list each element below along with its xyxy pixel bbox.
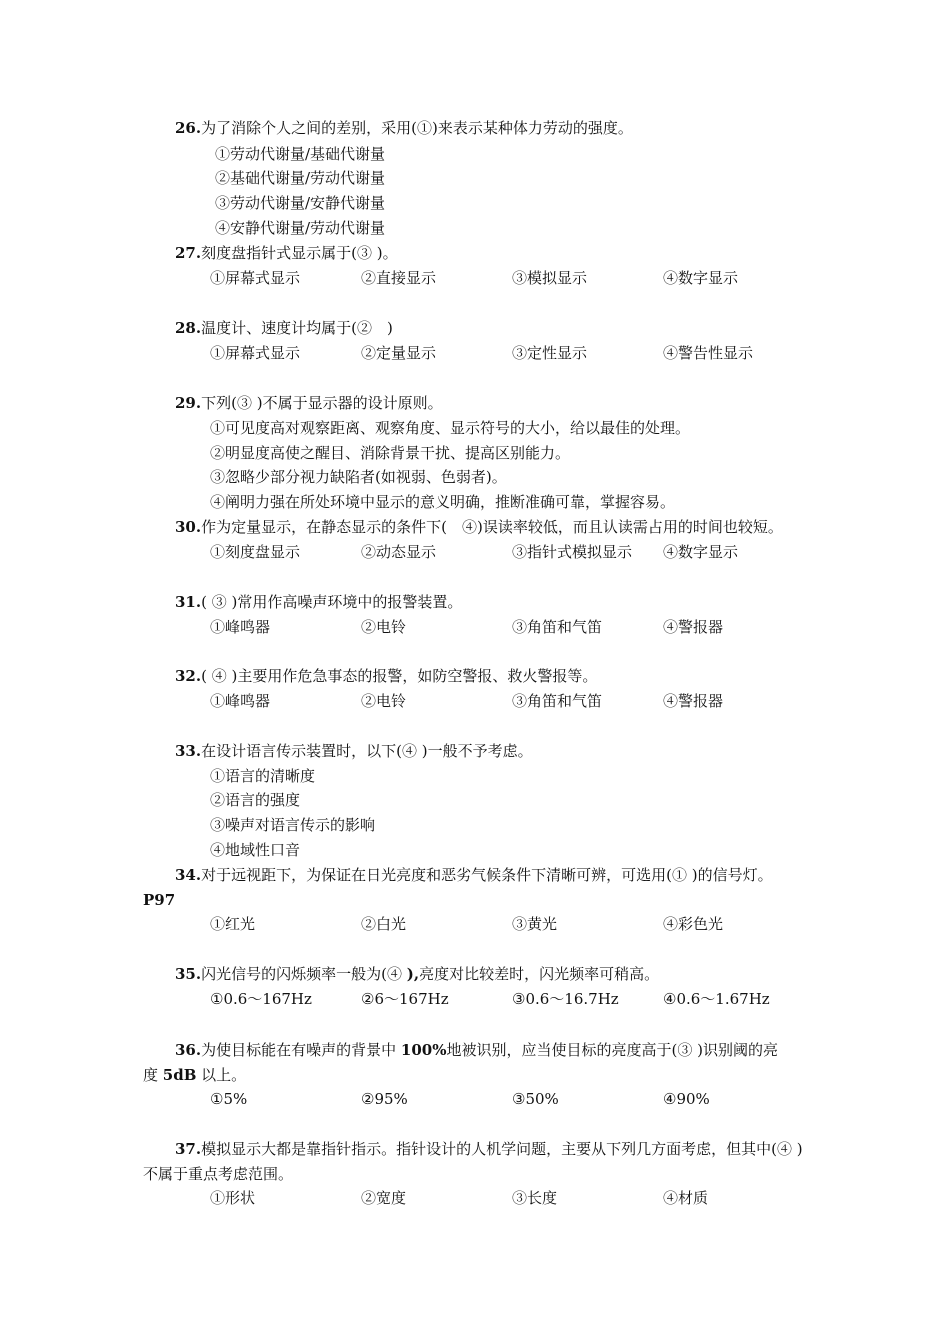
question-stem: 对于远视距下，为保证在日光亮度和恶劣气候条件下清晰可辨，可选用(① )的信号灯。 (201, 866, 773, 884)
question-37-continued: 不属于重点考虑范围。 (143, 1165, 294, 1183)
question-31 (175, 592, 462, 612)
option-4: ④材质 (663, 1189, 709, 1207)
question-28 (175, 318, 393, 338)
question-stem: 刻度盘指针式显示属于(③ )。 (201, 244, 398, 262)
question-number: 26. (175, 119, 202, 137)
option-3: ③指针式模拟显示 (512, 543, 633, 561)
option-2: ②6～167Hz (361, 990, 449, 1008)
option-4: ④警报器 (663, 618, 724, 636)
question-34 (175, 865, 773, 885)
option-2: ②95% (361, 1090, 408, 1108)
option-3: ③黄光 (512, 915, 558, 933)
option-3: ③长度 (512, 1189, 558, 1207)
option-1: ①0.6～167Hz (210, 990, 312, 1008)
question-stem-cont: 度 (143, 1066, 163, 1084)
option-4: ④安静代谢量/劳动代谢量 (215, 219, 386, 237)
option-2: ②动态显示 (361, 543, 437, 561)
option-2: ②电铃 (361, 618, 407, 636)
option-4: ④数字显示 (663, 269, 739, 287)
option-4: ④警告性显示 (663, 344, 754, 362)
option-3: ③定性显示 (512, 344, 588, 362)
option-2: ②直接显示 (361, 269, 437, 287)
option-3: ③劳动代谢量/安静代谢量 (215, 194, 386, 212)
question-stem-tail: 以上。 (196, 1066, 247, 1084)
option-1: ①5% (210, 1090, 248, 1108)
option-1: ①红光 (210, 915, 256, 933)
option-4: ④阐明力强在所处环境中显示的意义明确，推断准确可靠，掌握容易。 (210, 493, 676, 511)
option-3: ③50% (512, 1090, 559, 1108)
option-2: ②语言的强度 (210, 791, 301, 809)
question-number: 29. (175, 394, 202, 412)
option-1: ①语言的清晰度 (210, 767, 316, 785)
question-stem: 作为定量显示，在静态显示的条件下( ④)误读率较低，而且认读需占用的时间也较短。 (201, 518, 783, 536)
question-37 (175, 1139, 803, 1159)
question-30 (175, 517, 783, 537)
question-stem-bold: 100% (400, 1041, 447, 1059)
question-26 (175, 118, 633, 138)
option-3: ③0.6～16.7Hz (512, 990, 619, 1008)
question-stem: 闪光信号的闪烁频率一般为(④ (201, 965, 407, 983)
option-1: ①屏幕式显示 (210, 269, 301, 287)
question-stem: 在设计语言传示装置时，以下(④ )一般不予考虑。 (201, 742, 533, 760)
option-2: ②白光 (361, 915, 407, 933)
option-4: ④地域性口音 (210, 841, 301, 859)
option-4: ④彩色光 (663, 915, 724, 933)
option-1: ①屏幕式显示 (210, 344, 301, 362)
option-1: ①峰鸣器 (210, 692, 271, 710)
question-stem: ( ④ )主要用作危急事态的报警，如防空警报、救火警报等。 (201, 667, 598, 685)
question-stem-tail: 地被识别，应当使目标的亮度高于(③ )识别阈的亮 (446, 1041, 778, 1059)
question-stem: ( ③ )常用作高噪声环境中的报警装置。 (201, 593, 463, 611)
question-32 (175, 666, 597, 686)
option-4: ④警报器 (663, 692, 724, 710)
question-stem: 模拟显示大都是靠指针指示。指针设计的人机学问题，主要从下列几方面考虑，但其中(④ ) (201, 1140, 803, 1158)
question-number: 34. (175, 866, 202, 884)
option-3: ③噪声对语言传示的影响 (210, 816, 376, 834)
option-4: ④90% (663, 1090, 710, 1108)
question-stem: 下列(③ )不属于显示器的设计原则。 (201, 394, 443, 412)
option-2: ②定量显示 (361, 344, 437, 362)
option-4: ④数字显示 (663, 543, 739, 561)
question-35 (175, 964, 659, 984)
option-4: ④0.6～1.67Hz (663, 990, 770, 1008)
question-number: 28. (175, 319, 202, 337)
question-number: 32. (175, 667, 202, 685)
option-3: ③模拟显示 (512, 269, 588, 287)
page-reference: P97 (143, 891, 176, 909)
option-1: ①形状 (210, 1189, 256, 1207)
question-stem-bold: 5dB (162, 1066, 197, 1084)
question-number: 36. (175, 1041, 202, 1059)
question-27 (175, 243, 398, 263)
question-number: 27. (175, 244, 202, 262)
option-2: ②明显度高使之醒目、消除背景干扰、提高区别能力。 (210, 444, 571, 462)
option-1: ①刻度盘显示 (210, 543, 301, 561)
question-stem: 为了消除个人之间的差别，采用(①)来表示某种体力劳动的强度。 (201, 119, 633, 137)
question-36 (175, 1040, 778, 1060)
question-stem: 温度计、速度计均属于(② ) (201, 319, 393, 337)
question-number: 31. (175, 593, 202, 611)
question-33 (175, 741, 533, 761)
question-stem: 为使目标能在有噪声的背景中 (201, 1041, 401, 1059)
question-29 (175, 393, 443, 413)
option-3: ③角笛和气笛 (512, 618, 603, 636)
option-1: ①可见度高对观察距离、观察角度、显示符号的大小，给以最佳的处理。 (210, 419, 691, 437)
option-1: ①劳动代谢量/基础代谢量 (215, 145, 386, 163)
question-number: 30. (175, 518, 202, 536)
question-number: 33. (175, 742, 202, 760)
option-2: ②基础代谢量/劳动代谢量 (215, 169, 386, 187)
option-2: ②电铃 (361, 692, 407, 710)
question-stem-tail: 亮度对比较差时，闪光频率可稍高。 (419, 965, 660, 983)
question-36-continued (143, 1065, 246, 1085)
option-2: ②宽度 (361, 1189, 407, 1207)
option-3: ③忽略少部分视力缺陷者(如视弱、色弱者)。 (210, 468, 507, 486)
option-1: ①峰鸣器 (210, 618, 271, 636)
option-3: ③角笛和气笛 (512, 692, 603, 710)
question-stem-bold: ), (406, 965, 420, 983)
question-number: 37. (175, 1140, 202, 1158)
question-number: 35. (175, 965, 202, 983)
